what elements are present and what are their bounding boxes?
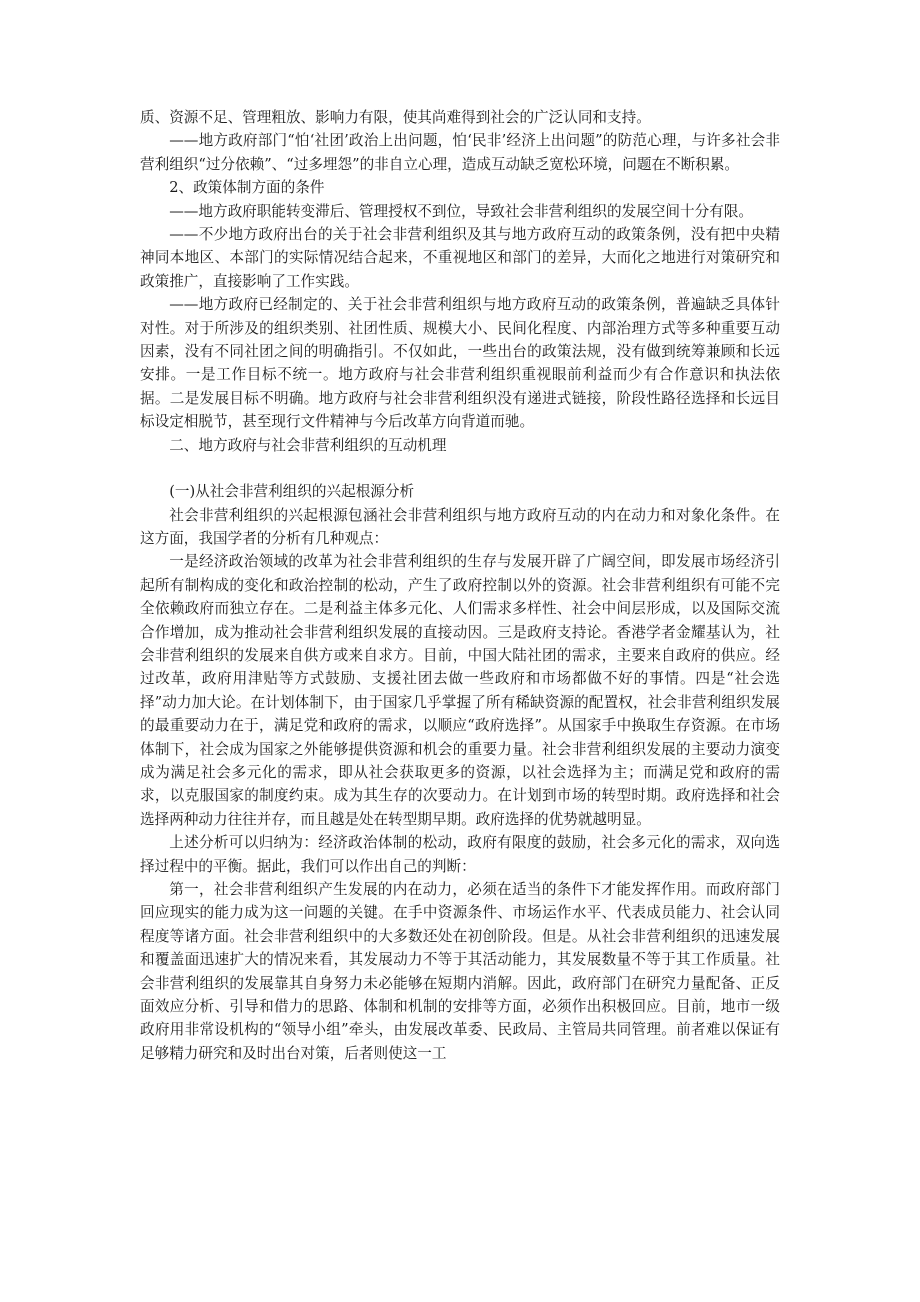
- subsection-heading: (一)从社会非营利组织的兴起根源分析: [169, 483, 415, 501]
- paragraph: ——地方政府已经制定的、关于社会非营利组织与地方政府互动的政策条例，普遍缺乏具体针对性。对于所涉及的组织类别、社团性质、规模大小、民间化程度、内部治理方式等多种重要互动因素，没有不同社团之间的明确指引。不仅如此，一些出台的政策法规，没有做到统筹兼顾和长远安排。一是工作目标不统一。地方政府与社会非营利组织重视眼前利益而少有合作意识和执法依据。二是发展目标不明确。地方政府与社会非营利组织没有递进式链接，阶段性路径选择和长远目标设定相脱节，甚至现行文件精神与今后改革方向背道而驰。: [140, 296, 780, 431]
- paragraph: ——不少地方政府出台的关于社会非营利组织及其与地方政府互动的政策条例，没有把中央精神同本地区、本部门的实际情况结合起来，不重视地区和部门的差异，大而化之地进行对策研究和政策推广，直接影响了工作实践。: [140, 226, 780, 290]
- paragraph: ——地方政府职能转变滞后、管理授权不到位，导致社会非营利组织的发展空间十分有限。: [169, 202, 753, 220]
- paragraph: 社会非营利组织的兴起根源包涵社会非营利组织与地方政府互动的内在动力和对象化条件。在这方面，我国学者的分析有几种观点：: [140, 506, 780, 547]
- section-heading: 二、地方政府与社会非营利组织的互动机理: [169, 436, 447, 454]
- section-heading: 2、政策体制方面的条件: [169, 179, 325, 197]
- paragraph: 第一，社会非营利组织产生发展的内在动力，必须在适当的条件下才能发挥作用。而政府部门回应现实的能力成为这一问题的关键。在手中资源条件、市场运作水平、代表成员能力、社会认同程度等诸方面。社会非营利组织中的大多数还处在初创阶段。但是。从社会非营利组织的迅速发展和覆盖面迅速扩大的情况来看，其发展动力不等于其活动能力，其发展数量不等于其工作质量。社会非营利组织的发展靠其自身努力未必能够在短期内消解。因此，政府部门在研究力量配备、正反面效应分析、引导和借力的思路、体制和机制的安排等方面，必须作出积极回应。目前，地市一级政府用非常设机构的“领导小组”牵头，由发展改革委、民政局、主管局共同管理。前者难以保证有足够精力研究和及时出台对策，后者则使这一工: [140, 881, 780, 1062]
- paragraph: 一是经济政治领域的改革为社会非营利组织的生存与发展开辟了广阔空间，即发展市场经济引起所有制构成的变化和政治控制的松动，产生了政府控制以外的资源。社会非营利组织有可能不完全依赖政府而独立存在。二是利益主体多元化、人们需求多样性、社会中间层形成，以及国际交流合作增加，成为推动社会非营利组织发展的直接动因。三是政府支持论。香港学者金耀基认为，社会非营利组织的发展来自供方或来自求方。目前，中国大陆社团的需求，主要来自政府的供应。经过改革，政府用津贴等方式鼓励、支援社团去做一些政府和市场都做不好的事情。四是“社会选择”动力加大论。在计划体制下，由于国家几乎掌握了所有稀缺资源的配置权，社会非营利组织发展的最重要动力在于，满足党和政府的需求，以顺应“政府选择”。从国家手中换取生存资源。在市场体制下，社会成为国家之外能够提供资源和机会的重要力量。社会非营利组织发展的主要动力演变成为满足社会多元化的需求，即从社会获取更多的资源，以社会选择为主；而满足党和政府的需求，以克服国家的制度约束。成为其生存的次要动力。在计划到市场的转型时期。政府选择和社会选择两种动力往往并存，而且越是处在转型期早期。政府选择的优势就越明显。: [140, 553, 780, 828]
- document-body: [140, 106, 780, 1065]
- paragraph: 上述分析可以归纳为：经济政治体制的松动，政府有限度的鼓励，社会多元化的需求，双向选择过程中的平衡。据此，我们可以作出自己的判断：: [140, 834, 780, 875]
- paragraph: ——地方政府部门“怕‘社团’政治上出问题，怕‘民非’经济上出问题”的防范心理，与许多社会非营利组织“过分依赖”、“过多埋怨”的非自立心理，造成互动缺乏宽松环境，问题在不断积累。: [140, 132, 780, 173]
- paragraph: 质、资源不足、管理粗放、影响力有限，使其尚难得到社会的广泛认同和支持。: [140, 109, 651, 126]
